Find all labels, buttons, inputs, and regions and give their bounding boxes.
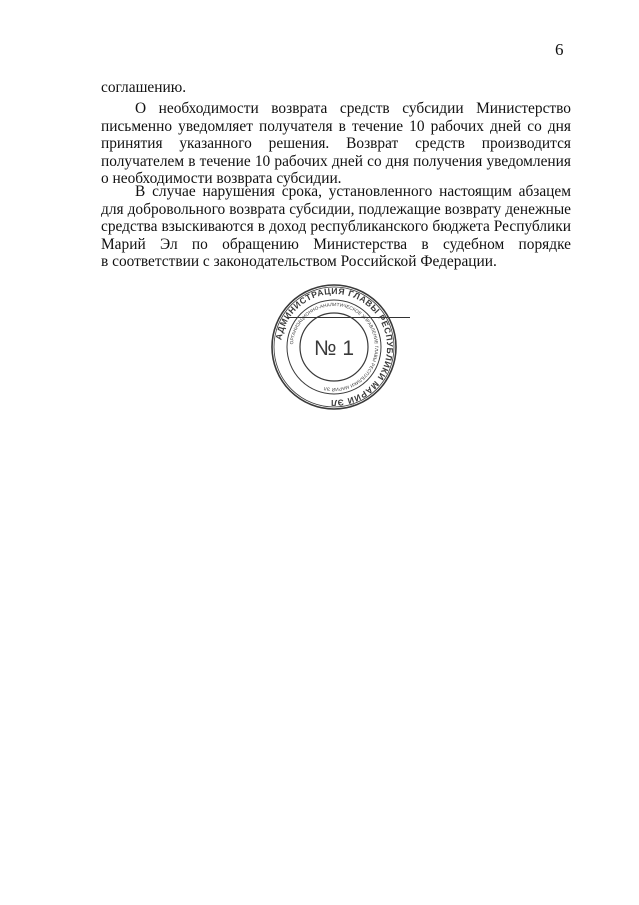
text-line: соглашению.	[101, 79, 187, 96]
text-line: принятия указанного решения. Возврат средств производится	[101, 135, 571, 152]
text-line: О необходимости возврата средств субсидии Министерство	[135, 100, 571, 117]
text-line: в соответствии с законодательством Российской Федерации.	[101, 253, 497, 270]
stamp-inner-text: ОРГАНИЗАЦИОННО-АНАЛИТИЧЕСКОЕ УПРАВЛЕНИЕ ГЛАВЫ РЕСПУБЛИКИ МАРИЙ ЭЛ	[289, 301, 380, 393]
text-line: В случае нарушения срока, установленного настоящим абзацем	[135, 183, 571, 200]
official-stamp	[270, 283, 398, 411]
text-line: средства взыскиваются в доход республиканского бюджета Республики	[101, 218, 571, 235]
page-number: 6	[555, 40, 564, 59]
text-line: письменно уведомляет получателя в течение 10 рабочих дней со дня	[101, 117, 571, 135]
paragraph-1	[101, 79, 571, 97]
stamp-number: № 1	[313, 337, 355, 360]
text-line: для добровольного возврата субсидии, подлежащие возврату денежные	[101, 200, 571, 218]
paragraph-3	[101, 183, 571, 271]
text-line: получателем в течение 10 рабочих дней со дня получения уведомления	[101, 152, 571, 170]
paragraph-2	[101, 100, 571, 188]
text-line: Марий Эл по обращению Министерства в судебном порядке	[101, 235, 571, 253]
text-line: о необходимости возврата субсидии.	[101, 170, 342, 187]
stamp-outer-text: АДМИНИСТРАЦИЯ ГЛАВЫ РЕСПУБЛИКИ МАРИЙ ЭЛ	[273, 285, 396, 409]
